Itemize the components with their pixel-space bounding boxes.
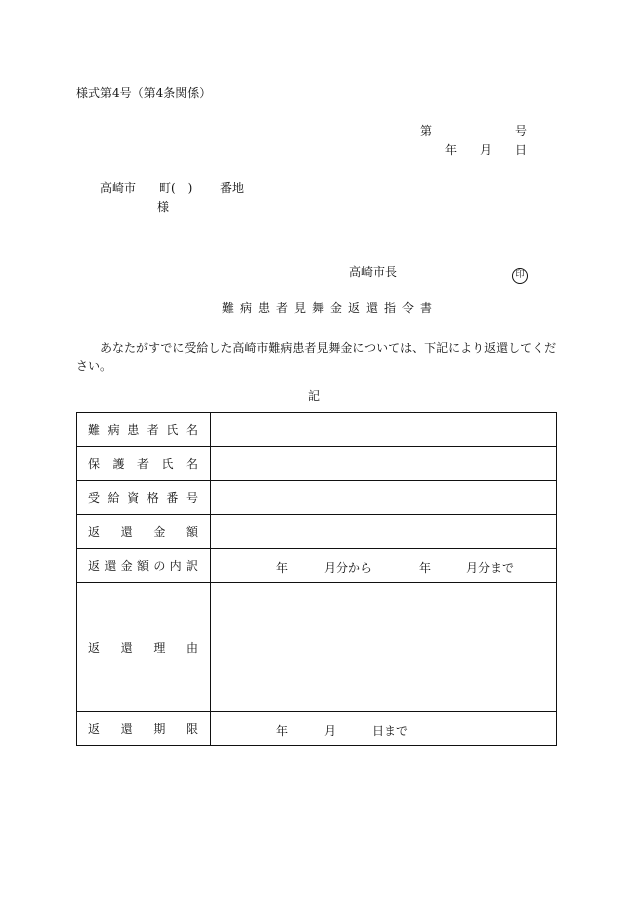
label-char: 者 [146,423,159,437]
refund-deadline-cell[interactable] [211,712,557,746]
addressee-banchi: 番地 [220,181,245,195]
label-char: 返 [88,559,101,573]
breakdown-period [211,549,556,582]
breakdown-from: 月分から [324,561,373,575]
label-guardian-name [77,455,210,472]
refund-reason-cell[interactable] [211,583,557,712]
label-char: 格 [146,491,159,505]
refund-breakdown-cell[interactable] [211,549,557,583]
table-row [77,549,557,583]
deadline-day: 日まで [372,724,409,738]
addressee-honorific: 様 [157,200,170,214]
label-refund-breakdown [77,557,210,574]
label-cell [77,447,211,481]
label-char: 返 [88,525,101,539]
addressee-city: 高崎市 [100,181,137,195]
label-char: 番 [166,491,179,505]
label-char: 訳 [185,559,198,573]
label-cell [77,712,211,746]
label-char: 還 [120,525,133,539]
label-char: 由 [185,640,198,655]
breakdown-year-1: 年 [276,561,289,575]
seal-mark [512,262,528,284]
label-char: 氏 [166,423,179,437]
label-char: 期 [153,722,166,736]
deadline-year: 年 [276,724,289,738]
number-prefix: 第 [420,124,433,138]
label-char: 金 [120,559,133,573]
label-char: 名 [185,457,198,471]
label-char: 金 [153,525,166,539]
label-char: 資 [127,491,140,505]
label-eligibility-number [77,489,210,506]
body-line-1: あなたがすでに受給した高崎市難病患者見舞金については、下記により返還してくだ [100,341,557,355]
label-char: 受 [88,491,101,505]
breakdown-to: 月分まで [466,561,515,575]
label-char: 者 [136,457,149,471]
label-char: 額 [185,525,198,539]
label-char: 難 [88,423,101,437]
details-table [76,412,557,746]
refund-amount-cell[interactable] [211,515,557,549]
label-char: 号 [185,491,198,505]
label-cell [77,549,211,583]
label-char: 名 [185,423,198,437]
table-row [77,447,557,481]
body-line-2: さい。 [76,359,113,373]
guardian-name-cell[interactable] [211,447,557,481]
form-id: 様式第4号（第4条関係） [76,86,212,100]
label-refund-amount [77,523,210,540]
date-year: 年 [445,143,458,157]
label-cell [77,583,211,712]
label-char: 氏 [161,457,174,471]
label-char: 額 [136,559,149,573]
label-char: 還 [104,559,117,573]
deadline-month: 月 [324,724,337,738]
label-char: 還 [120,640,133,655]
label-char: 返 [88,722,101,736]
table-row [77,481,557,515]
eligibility-number-cell[interactable] [211,481,557,515]
label-cell [77,413,211,447]
addressee-town: 町( ) [159,181,193,195]
label-cell [77,515,211,549]
seal-icon: 印 [512,268,528,284]
label-patient-name [77,421,210,438]
table-row [77,515,557,549]
date-day: 日 [515,143,528,157]
table-row [77,413,557,447]
label-char: 理 [153,640,166,655]
patient-name-cell[interactable] [211,413,557,447]
date-month: 月 [480,143,493,157]
label-char: 保 [88,457,101,471]
deadline-period [211,712,556,745]
number-suffix: 号 [515,124,528,138]
table-row [77,583,557,712]
table-row [77,712,557,746]
label-cell [77,481,211,515]
issuer-title: 高崎市長 [349,265,398,279]
document-title: 難病患者見舞金返還指令書 [222,301,439,315]
label-char: 限 [185,722,198,736]
label-char: 還 [120,722,133,736]
label-refund-reason [77,639,210,656]
label-char: 返 [88,640,101,655]
label-char: 患 [127,423,140,437]
label-char: 護 [112,457,125,471]
label-char: 病 [107,423,120,437]
label-char: 給 [107,491,120,505]
ki-label: 記 [308,389,321,403]
label-char: の [153,559,166,573]
label-char: 内 [169,559,182,573]
breakdown-year-2: 年 [419,561,432,575]
label-refund-deadline [77,720,210,737]
